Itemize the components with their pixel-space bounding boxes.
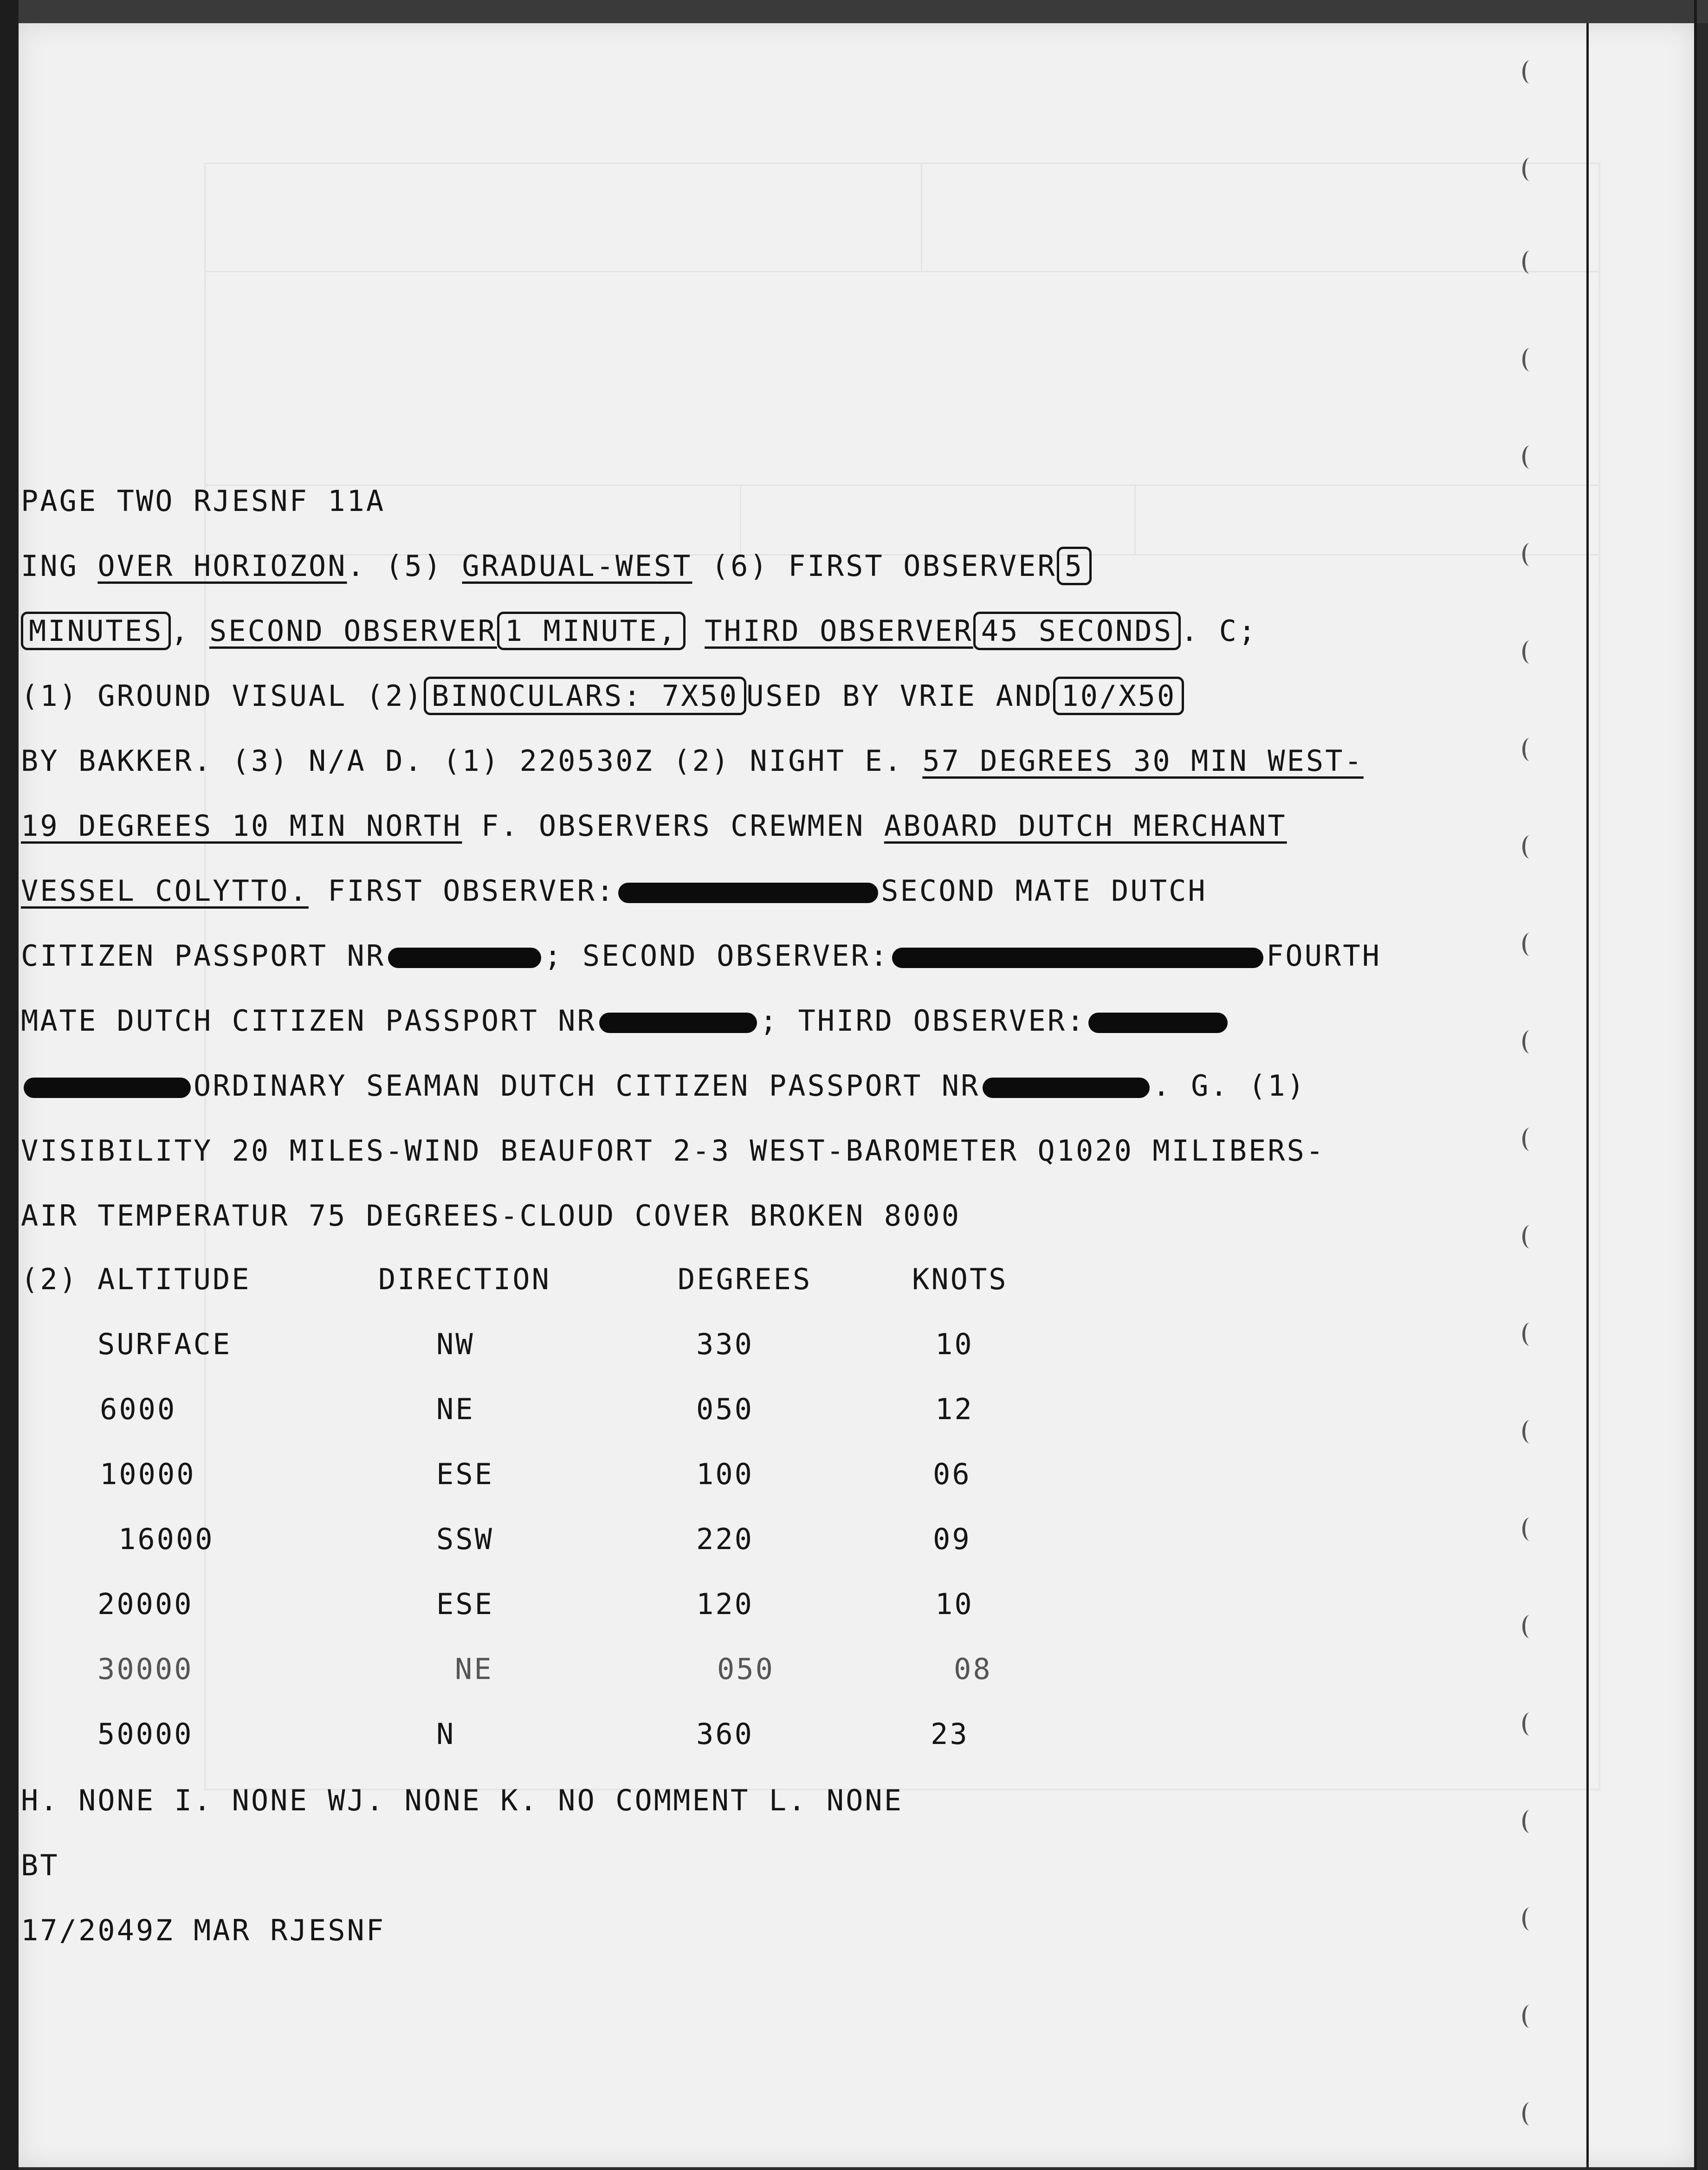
punch-mark: [1522, 348, 1537, 371]
punch-mark: [1522, 933, 1537, 956]
page-header: PAGE TWO RJESNF 11A: [21, 484, 386, 518]
header-knots: KNOTS: [912, 1262, 1008, 1296]
table-cell: SURFACE: [97, 1327, 232, 1361]
redaction-bar: [983, 1078, 1150, 1098]
header-altitude: ALTITUDE: [97, 1262, 251, 1296]
body-line-1: ING OVER HORIOZON. (5) GRADUAL-WEST (6) FIRST OBSERVER 5: [21, 548, 1092, 585]
footer-line-3: 17/2049Z MAR RJESNF: [21, 1913, 386, 1947]
table-cell: 06: [933, 1457, 971, 1491]
punch-mark: [1522, 1907, 1537, 1931]
punch-mark: [1522, 1030, 1537, 1053]
bleed-through-form: [204, 162, 1600, 1790]
table-cell: ESE: [436, 1457, 494, 1491]
footer-line-2: BT: [21, 1848, 59, 1882]
header-degrees: DEGREES: [678, 1262, 812, 1296]
punch-mark: [1522, 2005, 1537, 2028]
body-line-8: MATE DUTCH CITIZEN PASSPORT NR ; THIRD OBSERVER:: [21, 1002, 1230, 1040]
table-cell: 20000: [97, 1587, 194, 1621]
table-cell: 16000: [118, 1522, 214, 1556]
body-line-4: BY BAKKER. (3) N/A D. (1) 220530Z (2) NIGHT E. 57 DEGREES 30 MIN WEST-: [21, 744, 1364, 778]
punch-mark: [1522, 1518, 1537, 1541]
redaction-bar: [892, 948, 1263, 968]
header-direction: DIRECTION: [378, 1262, 551, 1296]
boxed-text: 10/X50: [1053, 677, 1184, 715]
boxed-text: 1 MINUTE,: [497, 612, 686, 650]
footer-line-1: H. NONE I. NONE WJ. NONE K. NO COMMENT L. NONE: [21, 1783, 904, 1817]
punch-mark: [1522, 251, 1537, 274]
table-cell: 08: [954, 1652, 992, 1686]
table-cell: 220: [696, 1522, 754, 1556]
right-rule: [1694, 0, 1697, 2170]
punch-mark: [1522, 2102, 1537, 2125]
scan-left-edge: [0, 0, 19, 2170]
redaction-bar: [1088, 1013, 1228, 1033]
table-cell: 10: [935, 1587, 974, 1621]
punch-mark: [1522, 158, 1537, 181]
punch-mark: [1522, 446, 1537, 469]
fold-line: [1586, 23, 1589, 2167]
table-cell: NW: [436, 1327, 475, 1361]
table-cell: 50000: [97, 1717, 194, 1751]
table-cell: 120: [696, 1587, 754, 1621]
table-cell: 30000: [97, 1652, 194, 1686]
redaction-bar: [388, 948, 541, 968]
punch-mark: [1522, 543, 1537, 566]
body-line-6: VESSEL COLYTTO. FIRST OBSERVER: SECOND MATE DUTCH: [21, 874, 1207, 908]
punch-mark: [1522, 1128, 1537, 1151]
boxed-text: MINUTES: [21, 612, 171, 650]
body-line-2: MINUTES , SECOND OBSERVER 1 MINUTE, THIRD OBSERVER 45 SECONDS . C;: [21, 613, 1257, 650]
body-line-9: ORDINARY SEAMAN DUTCH CITIZEN PASSPORT NR . G. (1): [21, 1067, 1306, 1104]
boxed-text: BINOCULARS: 7X50: [424, 677, 746, 715]
table-cell: 23: [931, 1717, 969, 1751]
punch-mark: [1522, 738, 1537, 761]
redaction-bar: [618, 883, 878, 903]
redaction-bar: [24, 1078, 191, 1098]
table-cell: 100: [696, 1457, 754, 1491]
table-cell: 050: [696, 1392, 754, 1426]
punch-mark: [1522, 1420, 1537, 1443]
body-line-10: VISIBILITY 20 MILES-WIND BEAUFORT 2-3 WEST-BAROMETER Q1020 MILIBERS-: [21, 1134, 1326, 1168]
table-cell: 6000: [100, 1392, 177, 1426]
body-line-5: 19 DEGREES 10 MIN NORTH F. OBSERVERS CREWMEN ABOARD DUTCH MERCHANT: [21, 809, 1287, 843]
scan-top-edge: [0, 0, 1708, 23]
table-cell: 050: [717, 1652, 775, 1686]
table-cell: SSW: [436, 1522, 494, 1556]
punch-mark: [1522, 1323, 1537, 1346]
table-cell: NE: [436, 1392, 475, 1426]
boxed-text: 5: [1057, 547, 1092, 585]
punch-mark: [1522, 1615, 1537, 1638]
punch-mark: [1522, 1810, 1537, 1833]
punch-mark: [1522, 640, 1537, 664]
punch-mark: [1522, 1712, 1537, 1736]
punch-mark: [1522, 60, 1537, 84]
table-cell: ESE: [436, 1587, 494, 1621]
body-line-7: CITIZEN PASSPORT NR ; SECOND OBSERVER: FOURTH: [21, 939, 1382, 973]
punch-mark: [1522, 835, 1537, 859]
punch-mark: [1522, 1225, 1537, 1248]
body-line-11: AIR TEMPERATUR 75 DEGREES-CLOUD COVER BROKEN 8000: [21, 1199, 961, 1233]
body-line-3: (1) GROUND VISUAL (2) BINOCULARS: 7X50 USED BY VRIE AND 10/X50: [21, 678, 1184, 715]
wind-table-label: (2): [21, 1262, 78, 1296]
table-cell: 360: [696, 1717, 754, 1751]
table-cell: 10: [935, 1327, 974, 1361]
table-cell: 09: [933, 1522, 971, 1556]
table-cell: 10000: [100, 1457, 196, 1491]
table-cell: N: [436, 1717, 456, 1751]
redaction-bar: [599, 1013, 757, 1033]
table-cell: NE: [455, 1652, 493, 1686]
table-cell: 330: [696, 1327, 754, 1361]
table-cell: 12: [935, 1392, 974, 1426]
boxed-text: 45 SECONDS: [973, 612, 1181, 650]
